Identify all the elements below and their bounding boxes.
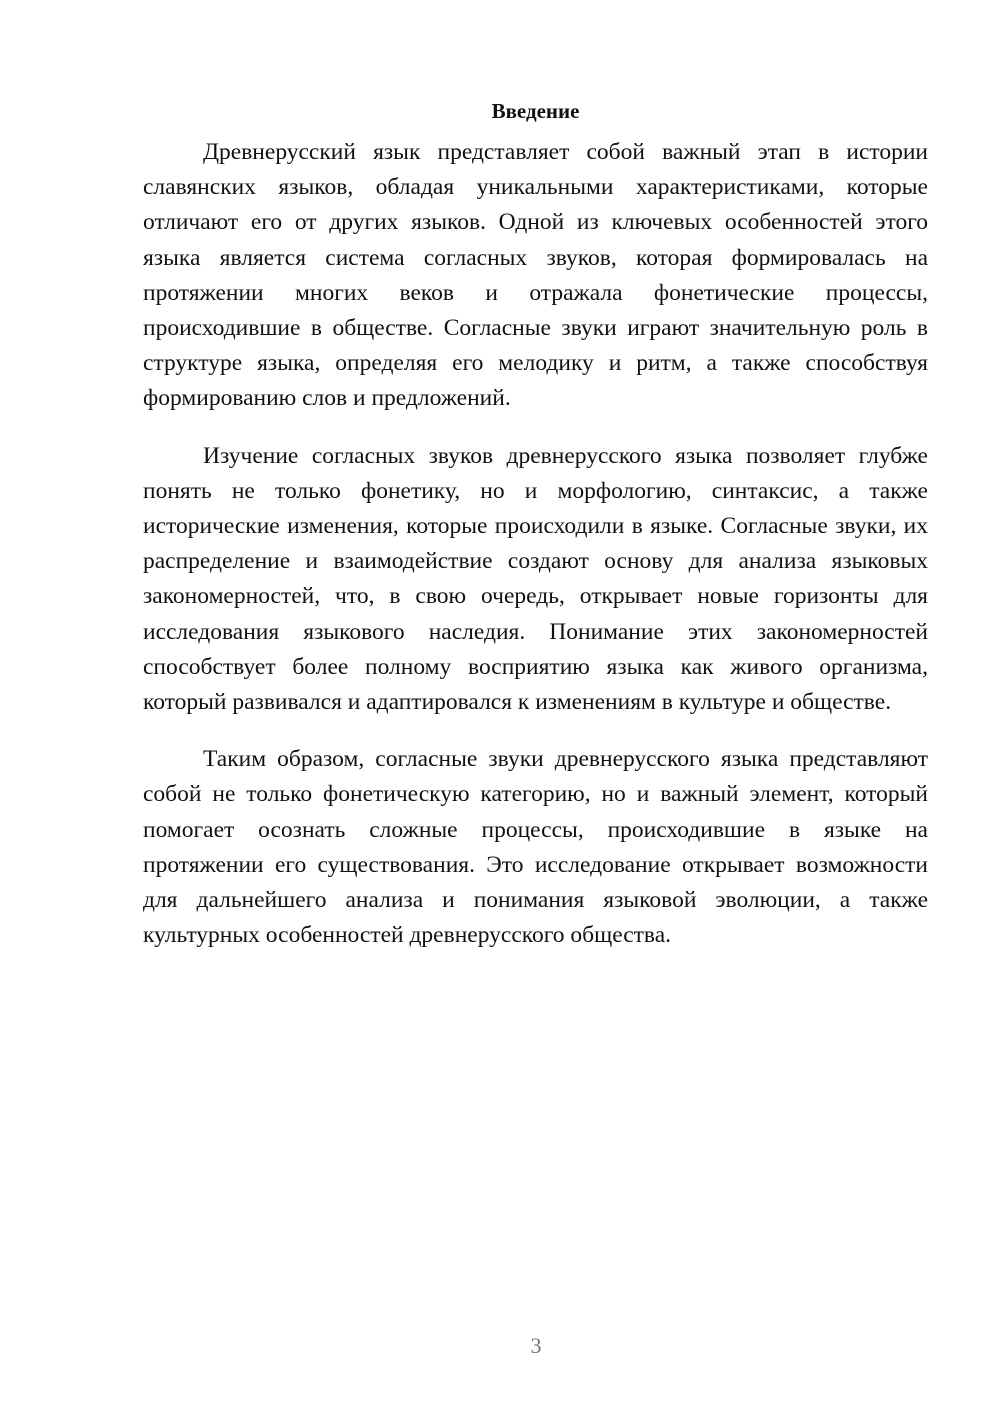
page-content <box>143 97 928 975</box>
paragraph-1: Древнерусский язык представляет собой важный этап в истории славянских языков, обладая уникальными характеристиками, которые отличают его от других языков. Одной из ключевых особенностей этого языка является система согласных звуков, которая формировалась на протяжении многих веков и отражала фонетические процессы, происходившие в обществе. Согласные звуки играют значительную роль в структуре языка, определяя его мелодику и ритм, а также способствуя формированию слов и предложений. <box>143 139 928 412</box>
paragraph-3: Таким образом, согласные звуки древнерусского языка представляют собой не только фонетическую категорию, но и важный элемент, который помогает осознать сложные процессы, происходившие в языке на протяжении его существования. Это исследование открывает возможности для дальнейшего анализа и понимания языковой эволюции, а также культурных особенностей древнерусского общества. <box>143 746 928 949</box>
section-title: Введение <box>491 99 580 123</box>
paragraph-2: Изучение согласных звуков древнерусского языка позволяет глубже понять не только фонетику, но и морфологию, синтаксис, а также исторические изменения, которые происходили в языке. Согласные звуки, их распределение и взаимодействие создают основу для анализа языковых закономерностей, что, в свою очередь, открывает новые горизонты для исследования языкового наследия. Понимание этих закономерностей способствует более полному восприятию языка как живого организма, который развивался и адаптировался к изменениям в культуре и обществе. <box>143 442 928 716</box>
page-number: 3 <box>530 1333 542 1358</box>
